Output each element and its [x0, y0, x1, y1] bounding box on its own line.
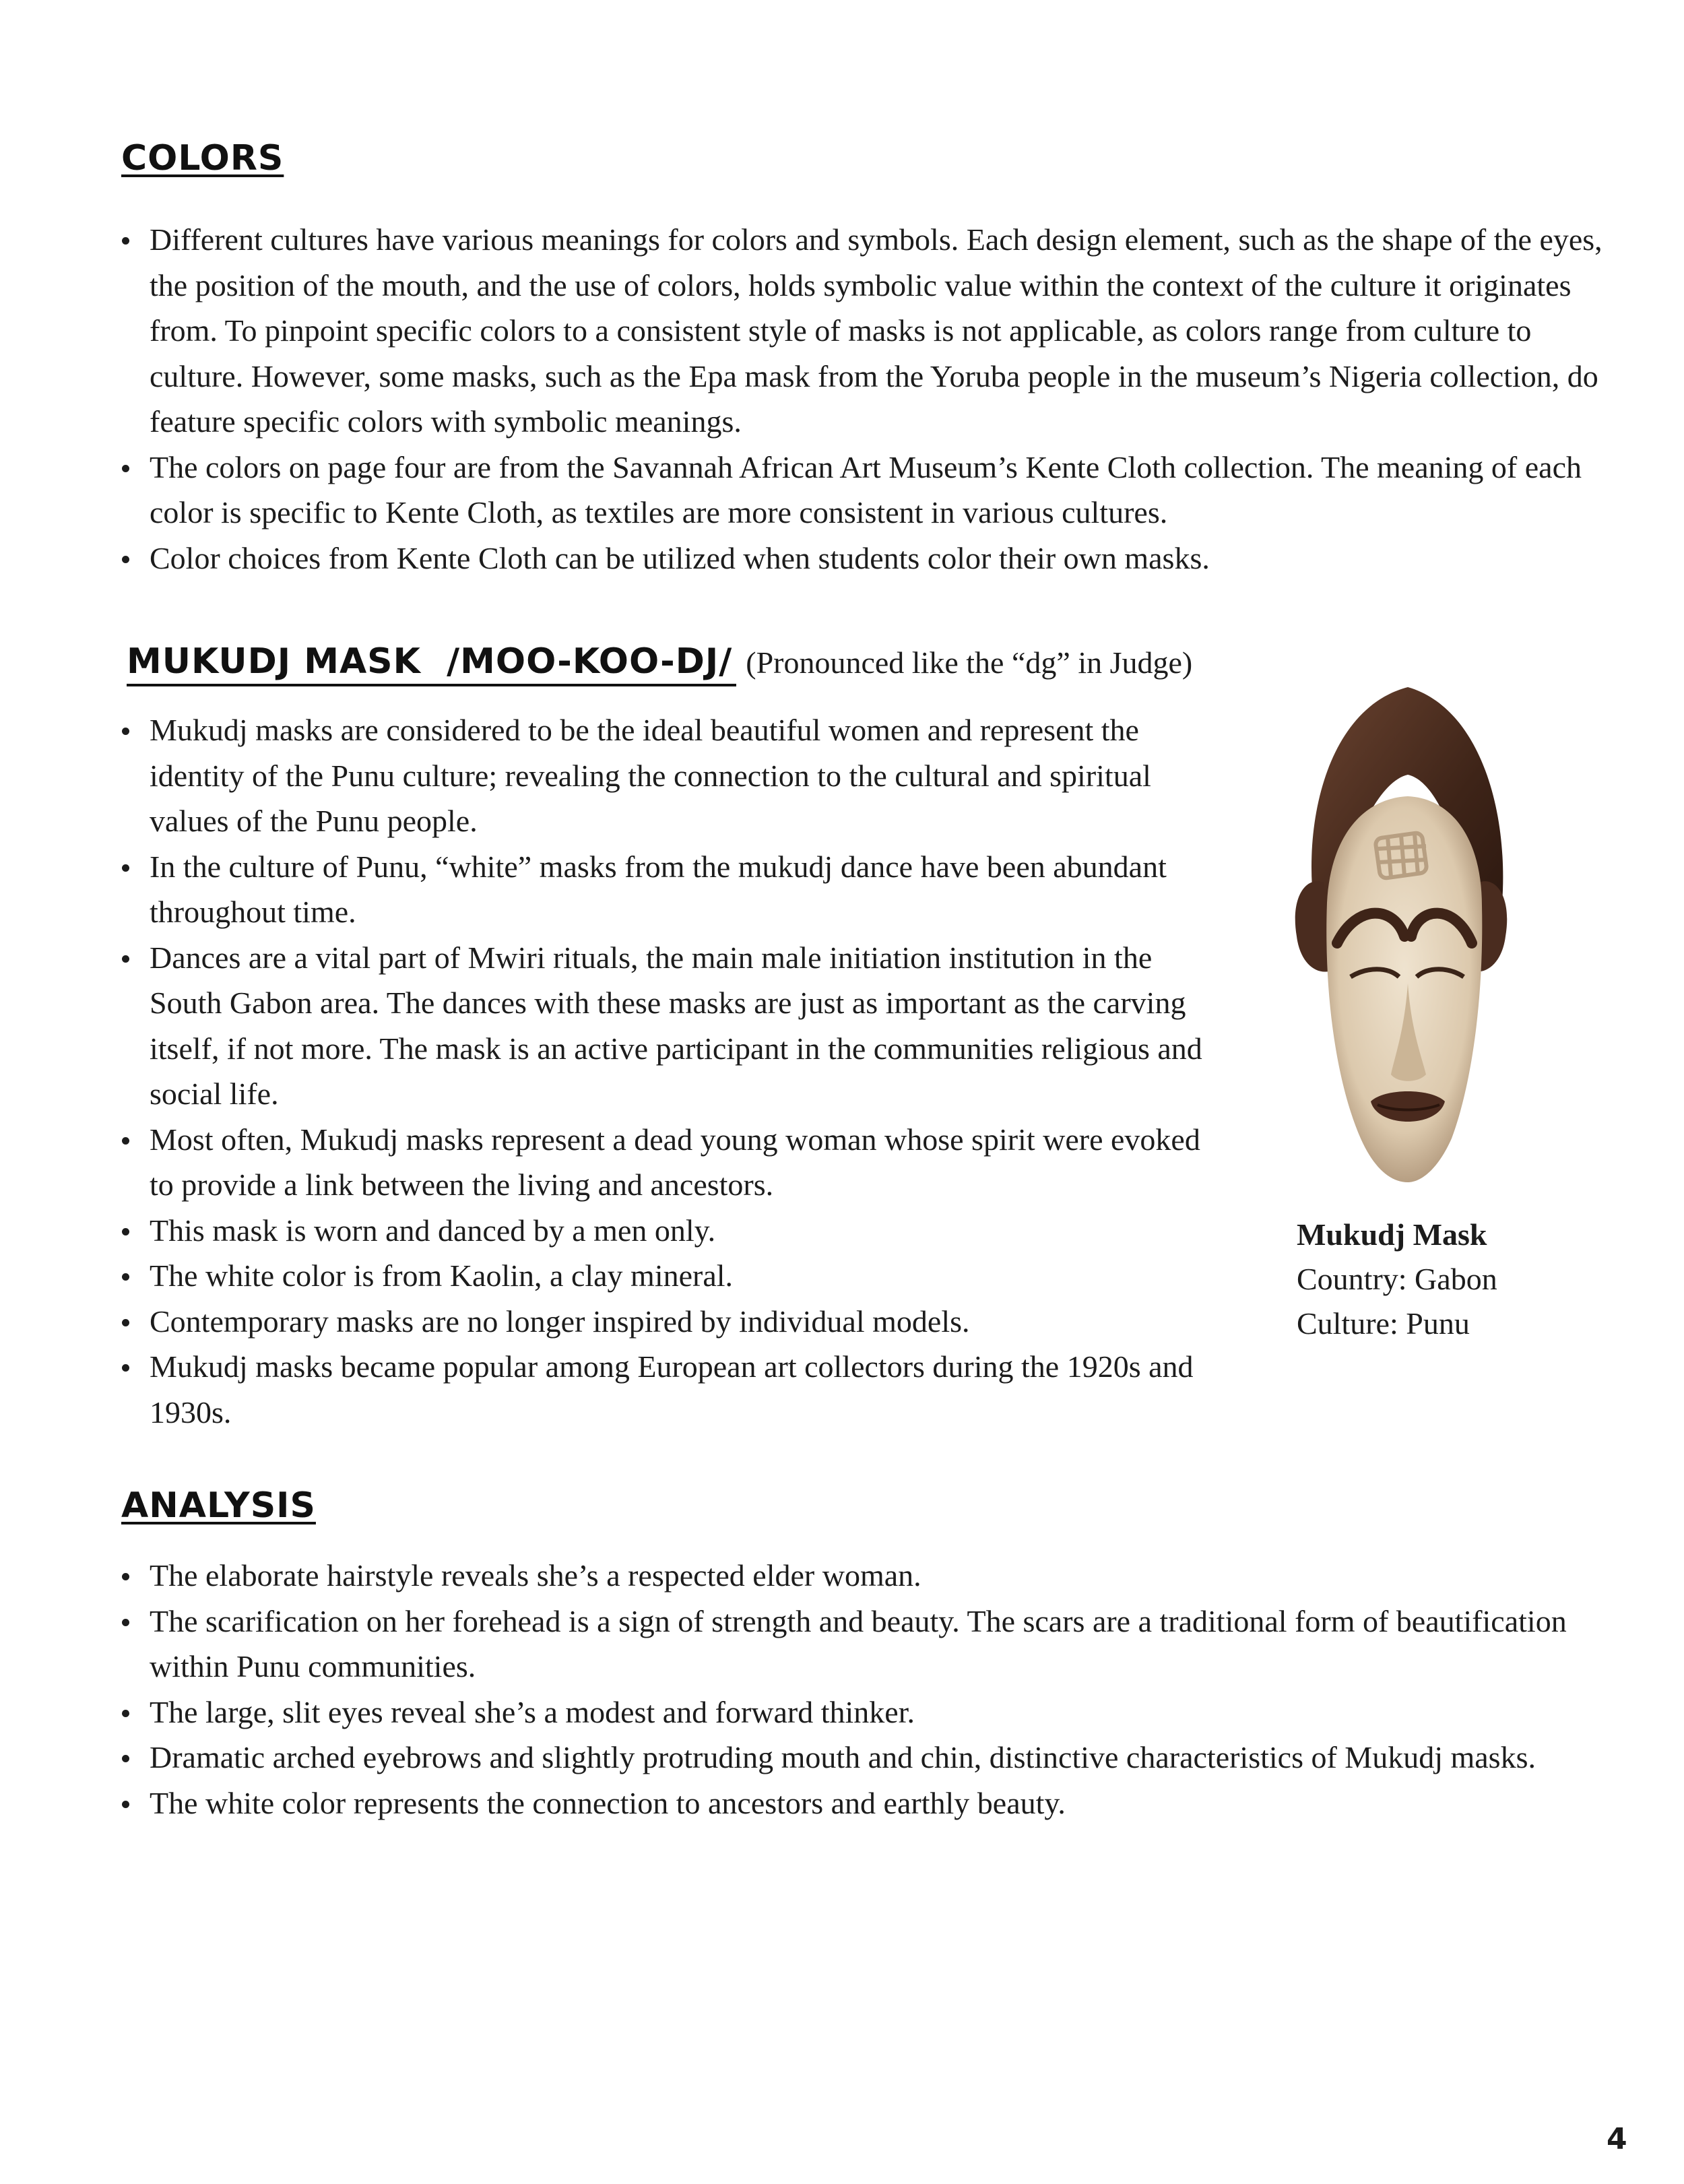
mukudj-heading: MUKUDJ MASK /MOO-KOO-DJ/ [127, 641, 736, 686]
list-item: Dramatic arched eyebrows and slightly protruding mouth and chin, distinctive characteristics of Mukudj masks. [120, 1735, 1622, 1780]
list-item: The colors on page four are from the Savannah African Art Museum’s Kente Cloth collection. The meaning of each color is specific to Kente Cloth, as textiles are more consistent in various cultures. [120, 445, 1622, 536]
analysis-bullet-list [120, 1553, 1622, 1826]
list-item: In the culture of Punu, “white” masks from the mukudj dance have been abundant throughout time. [120, 844, 1204, 935]
list-item: Contemporary masks are no longer inspired by individual models. [120, 1299, 1204, 1345]
list-item: Most often, Mukudj masks represent a dead young woman whose spirit were evoked to provide a link between the living and ancestors. [120, 1117, 1204, 1208]
caption-culture: Culture: Punu [1297, 1306, 1470, 1341]
page-number: 4 [1607, 2122, 1627, 2156]
mukudj-mask-image [1250, 680, 1553, 1192]
list-item: Mukudj masks are considered to be the ideal beautiful women and represent the identity of the Punu culture; revealing the connection to the cultural and spiritual values of the Punu people. [120, 707, 1204, 844]
list-item: The white color is from Kaolin, a clay mineral. [120, 1253, 1204, 1299]
list-item: Mukudj masks became popular among European art collectors during the 1920s and 1930s. [120, 1344, 1204, 1435]
colors-heading: COLORS [121, 138, 284, 179]
colors-bullet-list [120, 217, 1622, 581]
analysis-heading: ANALYSIS [121, 1485, 316, 1526]
list-item: Different cultures have various meanings for colors and symbols. Each design element, such as the shape of the eyes, the position of the mouth, and the use of colors, holds symbolic value within the context of the culture it originates from. To pinpoint specific colors to a consistent style of masks is not applicable, as colors range from culture to culture. However, some masks, such as the Epa mask from the Yoruba people in the museum’s Nigeria collection, do feature specific colors with symbolic meanings. [120, 217, 1622, 445]
caption-country: Country: Gabon [1297, 1262, 1497, 1296]
list-item: The large, slit eyes reveal she’s a modest and forward thinker. [120, 1690, 1622, 1735]
caption-title: Mukudj Mask [1297, 1217, 1487, 1252]
mukudj-bullet-list [120, 707, 1204, 1435]
list-item: Dances are a vital part of Mwiri rituals, the main male initiation institution in the South Gabon area. The dances with these masks are just as important as the carving itself, if not more. The mask is an active participant in the communities religious and social life. [120, 935, 1204, 1117]
list-item: This mask is worn and danced by a men only. [120, 1208, 1204, 1254]
list-item: Color choices from Kente Cloth can be utilized when students color their own masks. [120, 536, 1622, 581]
mukudj-title-row [127, 641, 1192, 686]
mask-caption [1297, 1213, 1497, 1346]
list-item: The scarification on her forehead is a sign of strength and beauty. The scars are a traditional form of beautification within Punu communities. [120, 1599, 1622, 1690]
list-item: The white color represents the connection to ancestors and earthly beauty. [120, 1780, 1622, 1826]
pronunciation-note: (Pronounced like the “dg” in Judge) [746, 645, 1193, 680]
list-item: The elaborate hairstyle reveals she’s a respected elder woman. [120, 1553, 1622, 1599]
